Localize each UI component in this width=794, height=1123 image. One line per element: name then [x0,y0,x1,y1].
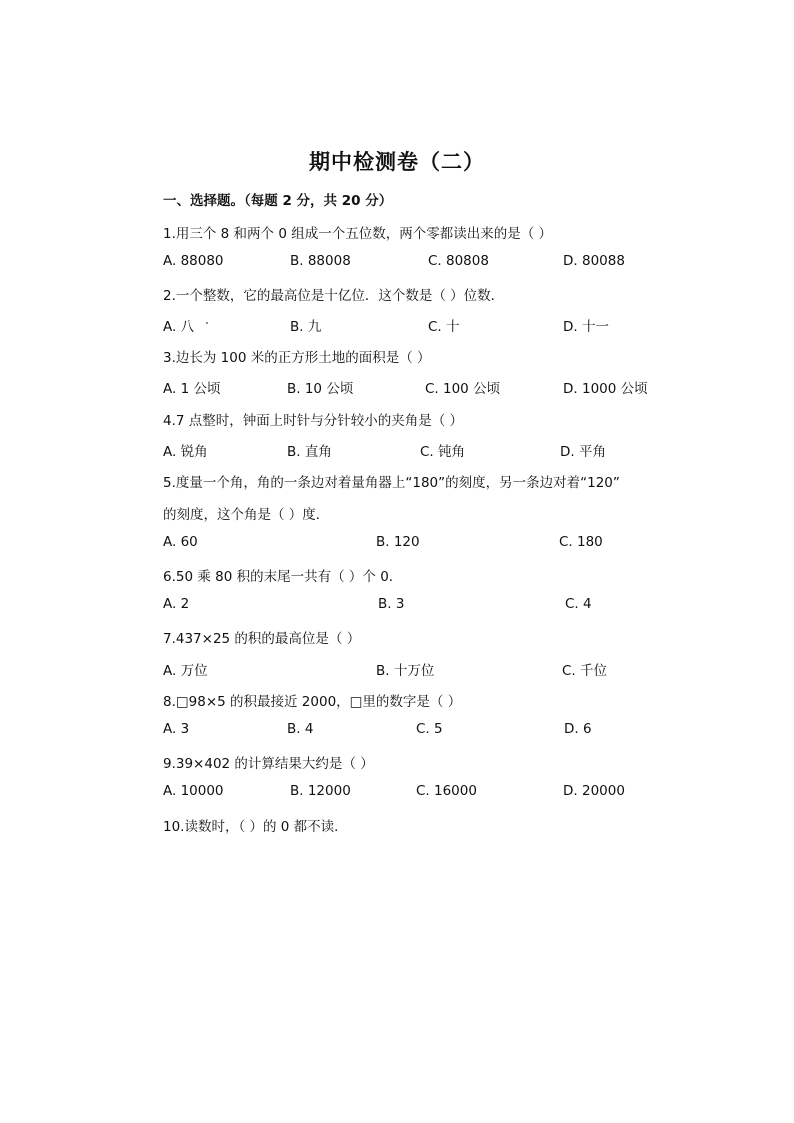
q3-option-a[interactable]: A. 1 公顷 [163,381,221,397]
q8-option-b[interactable]: B. 4 [287,721,314,737]
q6-option-a[interactable]: A. 2 [163,596,190,612]
q8-option-c[interactable]: C. 5 [416,721,443,737]
q1-option-b[interactable]: B. 88008 [290,253,351,269]
q2-option-a[interactable]: A. 八 [163,319,195,335]
q3-option-d[interactable]: D. 1000 公顷 [563,381,648,397]
question-6: 6.50 乘 80 积的末尾一共有（ ）个 0． [163,569,403,585]
q9-option-a[interactable]: A. 10000 [163,783,224,799]
question-1: 1.用三个 8 和两个 0 组成一个五位数，两个零都读出来的是（ ） [163,226,553,242]
q9-option-b[interactable]: B. 12000 [290,783,351,799]
q8-option-d[interactable]: D. 6 [564,721,592,737]
q1-option-c[interactable]: C. 80808 [428,253,489,269]
q8-option-a[interactable]: A. 3 [163,721,190,737]
q7-option-c[interactable]: C. 千位 [562,663,608,679]
q5-option-a[interactable]: A. 60 [163,534,198,550]
q4-option-b[interactable]: B. 直角 [287,444,332,460]
q6-option-c[interactable]: C. 4 [565,596,592,612]
q9-option-d[interactable]: D. 20000 [563,783,625,799]
q7-option-a[interactable]: A. 万位 [163,663,208,679]
stray-dot [206,322,208,324]
question-5: 5.度量一个角，角的一条边对着量角器上“180”的刻度，另一条边对着“120” [163,475,620,491]
q2-option-c[interactable]: C. 十 [428,319,460,335]
q7-option-b[interactable]: B. 十万位 [376,663,435,679]
q6-option-b[interactable]: B. 3 [378,596,405,612]
q5-option-c[interactable]: C. 180 [559,534,603,550]
question-4: 4.7 点整时，钟面上时针与分针较小的夹角是（ ） [163,413,464,429]
q1-option-a[interactable]: A. 88080 [163,253,224,269]
section-heading: 一、选择题。（每题 2 分，共 20 分） [163,193,393,209]
question-9: 9.39×402 的计算结果大约是（ ） [163,756,374,772]
q2-option-d[interactable]: D. 十一 [563,319,609,335]
q4-option-a[interactable]: A. 锐角 [163,444,208,460]
q5-option-b[interactable]: B. 120 [376,534,420,550]
q3-option-b[interactable]: B. 10 公顷 [287,381,354,397]
question-3: 3.边长为 100 米的正方形土地的面积是（ ） [163,350,431,366]
q2-option-b[interactable]: B. 九 [290,319,322,335]
question-5-cont: 的刻度，这个角是（ ）度． [163,507,330,523]
q1-option-d[interactable]: D. 80088 [563,253,625,269]
q4-option-d[interactable]: D. 平角 [560,444,606,460]
question-8: 8.□98×5 的积最接近 2000，□里的数字是（ ） [163,694,462,710]
question-10: 10.读数时，（ ）的 0 都不读． [163,819,348,835]
question-7: 7.437×25 的积的最高位是（ ） [163,631,361,647]
question-2: 2.一个整数，它的最高位是十亿位．这个数是（ ）位数． [163,288,505,304]
q9-option-c[interactable]: C. 16000 [416,783,477,799]
q3-option-c[interactable]: C. 100 公顷 [425,381,501,397]
page-title: 期中检测卷（二） [309,150,485,174]
q4-option-c[interactable]: C. 钝角 [420,444,466,460]
